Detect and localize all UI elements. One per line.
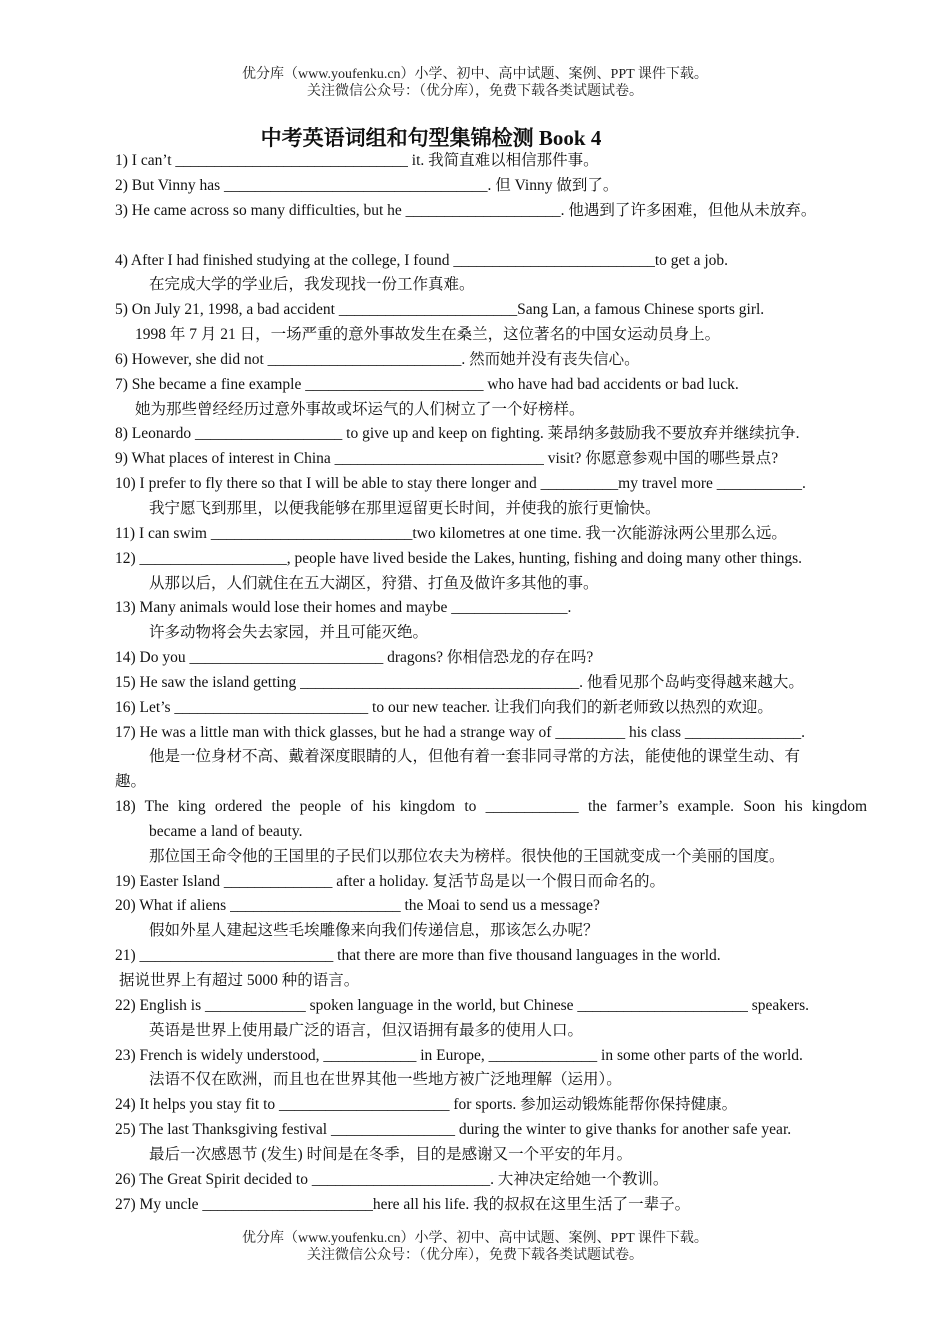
header-line-1: 优分库（www.youfenku.cn）小学、初中、高中试题、案例、PPT 课件下载。	[242, 67, 708, 82]
translation-10: 我宁愿飞到那里，以便我能够在那里逗留更长时间，并使我的旅行更愉快。	[149, 499, 661, 517]
question-16: 16) Let’s _________________________ to our new teacher. 让我们向我们的新老师致以热烈的欢迎。	[115, 698, 773, 716]
question-15: 15) He saw the island getting ____________________________________. 他看见那个岛屿变得越来越大。	[115, 673, 804, 691]
question-1: 1) I can’t ______________________________ it. 我简直难以相信那件事。	[115, 152, 599, 169]
translation-20: 假如外星人建起这些毛埃雕像来向我们传递信息，那该怎么办呢？	[149, 922, 599, 940]
translation-22: 英语是世界上使用最广泛的语言，但汉语拥有最多的使用人口。	[149, 1021, 584, 1039]
translation-25: 最后一次感恩节 (发生) 时间是在冬季，目的是感谢又一个平安的年月。	[149, 1145, 633, 1163]
footer-line-1: 优分库（www.youfenku.cn）小学、初中、高中试题、案例、PPT 课件下载。	[242, 1231, 708, 1246]
translation-12: 从那以后，人们就住在五大湖区，狩猎、打鱼及做许多其他的事。	[149, 574, 599, 592]
question-18-cont: became a land of beauty.	[149, 822, 303, 840]
question-18: 18) The king ordered the people of his kingdom to ____________ the farmer’s example. Soon his kingdom	[115, 798, 867, 816]
question-3: 3) He came across so many difficulties, but he ____________________. 他遇到了许多困难，但他从未放弃。	[115, 201, 817, 219]
question-26: 26) The Great Spirit decided to _______________________. 大神决定给她一个教训。	[115, 1170, 669, 1188]
translation-23: 法语不仅在欧洲，而且也在世界其他一些地方被广泛地理解（运用）。	[149, 1071, 622, 1089]
page-footer	[0, 1230, 950, 1264]
question-12: 12) ___________________, people have lived beside the Lakes, hunting, fishing and doing many other things.	[115, 549, 803, 567]
question-22: 22) English is _____________ spoken language in the world, but Chinese ______________________ speakers.	[115, 996, 809, 1014]
question-13: 13) Many animals would lose their homes and maybe _______________.	[115, 599, 572, 617]
question-5: 5) On July 21, 1998, a bad accident _______________________Sang Lan, a famous Chinese sports girl.	[115, 301, 765, 319]
footer-line-2: 关注微信公众号：（优分库），免费下载各类试题试卷。	[307, 1248, 643, 1263]
translation-4: 在完成大学的学业后，我发现找一份工作真难。	[149, 276, 475, 294]
question-21: 21) _________________________ that there are more than five thousand languages in the world.	[115, 947, 721, 965]
translation-17-cont: 趣。	[115, 773, 147, 791]
question-17: 17) He was a little man with thick glasses, but he had a strange way of _________ his class _______________.	[115, 723, 806, 741]
question-11: 11) I can swim __________________________two kilometres at one time. 我一次能游泳两公里那么远。	[115, 524, 787, 542]
translation-18: 那位国王命令他的王国里的子民们以那位农夫为榜样。很快他的王国就变成一个美丽的国度。	[149, 847, 785, 865]
question-24: 24) It helps you stay fit to ______________________ for sports. 参加运动锻炼能帮你保持健康。	[115, 1096, 738, 1114]
question-2: 2) But Vinny has __________________________________. 但 Vinny 做到了。	[115, 176, 619, 194]
question-6: 6) However, she did not _________________________. 然而她并没有丧失信心。	[115, 350, 640, 368]
question-25: 25) The last Thanksgiving festival ________________ during the winter to give thanks for another safe year.	[115, 1121, 792, 1139]
question-8: 8) Leonardo ___________________ to give up and keep on fighting. 莱昂纳多鼓励我不要放弃并继续抗争.	[115, 425, 800, 443]
translation-13: 许多动物将会失去家园，并且可能灭绝。	[149, 624, 429, 642]
header-line-2: 关注微信公众号：（优分库），免费下载各类试题试卷。	[307, 84, 643, 99]
question-4: 4) After I had finished studying at the college, I found __________________________to get a job.	[115, 251, 729, 269]
translation-17: 他是一位身材不高、戴着深度眼睛的人，但他有着一套非同寻常的方法，能使他的课堂生动、有	[149, 748, 801, 766]
question-7: 7) She became a fine example _______________________ who have had bad accidents or bad luck.	[115, 375, 739, 393]
question-10: 10) I prefer to fly there so that I will be able to stay there longer and __________my travel more ___________.	[115, 475, 806, 493]
translation-5: 1998 年 7 月 21 日，一场严重的意外事故发生在桑兰，这位著名的中国女运动员身上。	[135, 326, 721, 344]
question-20: 20) What if aliens ______________________ the Moai to send us a message?	[115, 897, 600, 915]
question-19: 19) Easter Island ______________ after a holiday. 复活节岛是以一个假日而命名的。	[115, 872, 666, 890]
translation-21: 据说世界上有超过 5000 种的语言。	[119, 972, 360, 989]
question-23: 23) French is widely understood, ____________ in Europe, ______________ in some other parts of the world.	[115, 1046, 803, 1064]
question-27: 27) My uncle ______________________here all his life. 我的叔叔在这里生活了一辈子。	[115, 1195, 691, 1213]
question-list	[115, 149, 867, 1217]
question-14: 14) Do you _________________________ dragons? 你相信恐龙的存在吗?	[115, 649, 594, 667]
page-title: 中考英语词组和句型集锦检测 Book 4	[260, 126, 602, 150]
question-9: 9) What places of interest in China ___________________________ visit? 你愿意参观中国的哪些景点?	[115, 450, 779, 468]
page-header	[0, 66, 950, 100]
blank-gap	[115, 224, 867, 249]
translation-7: 她为那些曾经经历过意外事故或坏运气的人们树立了一个好榜样。	[135, 400, 585, 418]
